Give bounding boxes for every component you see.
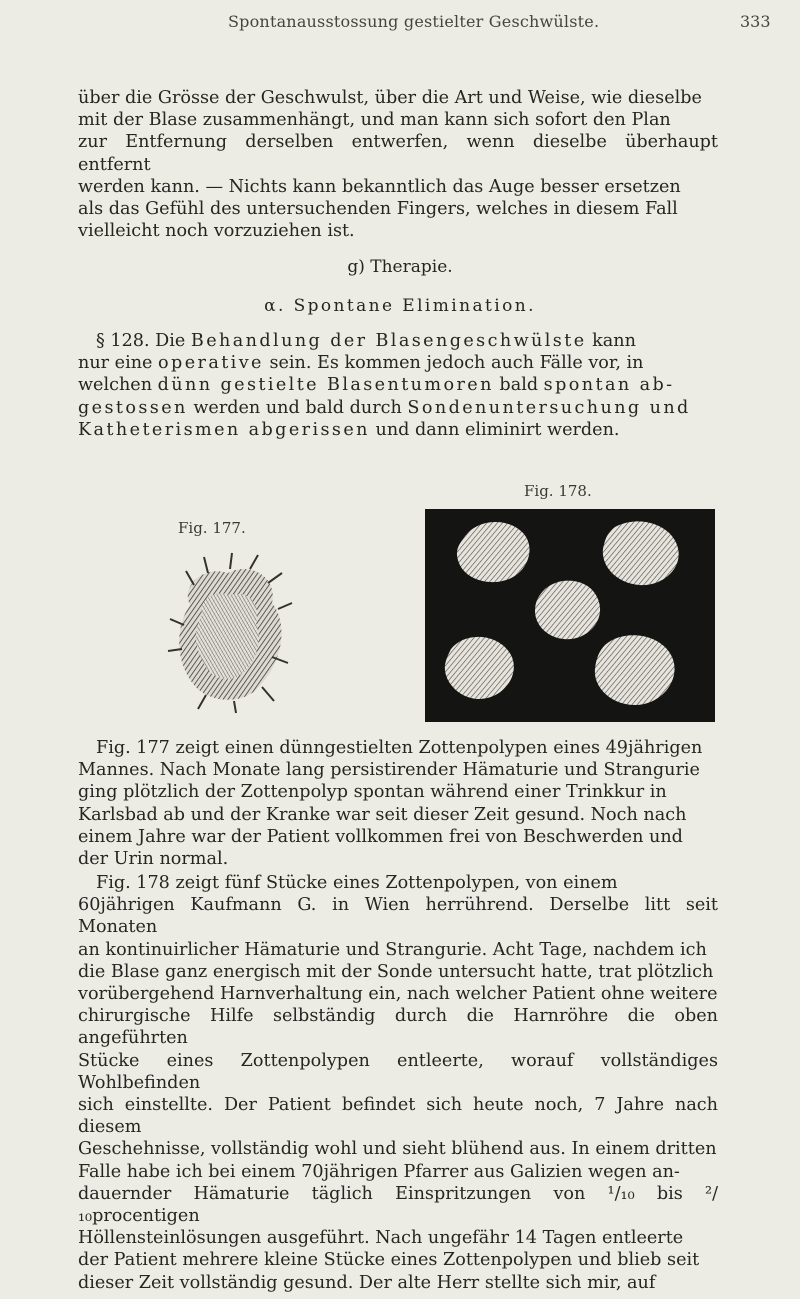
text-line: dieser Zeit vollständig gesund. Der alte Herr stellte sich mir, auf <box>78 1272 656 1293</box>
text-line: zur Entfernung derselben entwerfen, wenn dieselbe überhaupt entfernt <box>78 132 718 175</box>
text-line: an kontinuirlicher Hämaturie und Strangurie. Acht Tage, nachdem ich <box>78 939 707 960</box>
spaced-term: Katheterismen abgerissen <box>78 419 370 440</box>
spaced-term: spontan ab- <box>543 375 675 396</box>
paragraph-128: § 128. Die Behandlung der Blasengeschwülste kann nur eine operative sein. Es kommen jedoch auch Fälle vor, in welchen dünn gestielte Blasentumoren bald spontan ab- gestossen werden und bald durch Sondenuntersuchung und Katheterismen abgerissen und dann eliminirt werden. <box>78 331 691 440</box>
figure-177-label: Fig. 177. <box>178 519 246 537</box>
page-number: 333 <box>740 12 771 31</box>
text-line: Geschehnisse, vollständig wohl und sieht blühend aus. In einem dritten <box>78 1139 717 1160</box>
spaced-term: operative <box>158 353 264 374</box>
text-line: 60jährigen Kaufmann G. in Wien herrührend. Derselbe litt seit Monaten <box>78 895 718 938</box>
text-line: chirurgische Hilfe selbständig durch die Harnröhre die oben angeführten <box>78 1006 718 1049</box>
intro-paragraph <box>78 87 718 242</box>
paragraph-fig-177 <box>78 737 718 870</box>
text-line: dauernder Hämaturie täglich Einspritzungen von ¹/₁₀ bis ²/₁₀procentigen <box>78 1183 718 1227</box>
figure-178-image <box>425 509 715 722</box>
text-line: der Patient mehrere kleine Stücke eines Zottenpolypen und blieb seit <box>78 1250 700 1271</box>
subsection-heading: α. Spontane Elimination. <box>264 296 536 316</box>
text-line: Fig. 178 zeigt fünf Stücke eines Zottenpolypen, von einem <box>96 873 618 893</box>
paragraph-fig-178 <box>78 872 718 1294</box>
text-line: mit der Blase zusammenhängt, und man kann sich sofort den Plan <box>78 110 671 131</box>
running-head: Spontanausstossung gestielter Geschwülste. <box>228 12 600 31</box>
villous-polyp-illustration <box>150 545 310 715</box>
section-heading: g) Therapie. <box>347 257 453 277</box>
spaced-term: Sondenuntersuchung und <box>407 397 691 418</box>
text-line: vielleicht noch vorzuziehen ist. <box>78 221 355 242</box>
text-line: ging plötzlich der Zottenpolyp spontan während einer Trinkkur in <box>78 782 667 803</box>
text-line: einem Jahre war der Patient vollkommen frei von Beschwerden und <box>78 826 683 847</box>
text-line: Falle habe ich bei einem 70jährigen Pfarrer aus Galizien wegen an- <box>78 1161 680 1182</box>
polyp-piece <box>535 581 600 640</box>
text-line: der Urin normal. <box>78 849 229 870</box>
polyp-pieces-illustration <box>425 509 715 722</box>
text-line: vorübergehend Harnverhaltung ein, nach welcher Patient ohne weitere <box>78 984 718 1005</box>
figure-177-image <box>150 545 310 715</box>
polyp-mass <box>168 553 292 713</box>
text-line: sich einstellte. Der Patient befindet sich heute noch, 7 Jahre nach diesem <box>78 1095 718 1138</box>
text-line: Karlsbad ab und der Kranke war seit dieser Zeit gesund. Noch nach <box>78 804 687 825</box>
text-line: Stücke eines Zottenpolypen entleerte, worauf vollständiges Wohlbefinden <box>78 1050 718 1093</box>
text-line: Höllensteinlösungen ausgeführt. Nach ungefähr 14 Tagen entleerte <box>78 1228 684 1249</box>
spaced-term: gestossen <box>78 397 188 418</box>
text-line: über die Grösse der Geschwulst, über die Art und Weise, wie dieselbe <box>78 88 702 108</box>
text-line: Fig. 177 zeigt einen dünngestielten Zottenpolypen eines 49jährigen <box>96 738 703 758</box>
text-line: die Blase ganz energisch mit der Sonde untersucht hatte, trat plötzlich <box>78 961 714 982</box>
spaced-term: dünn gestielte Blasentumoren <box>157 375 494 396</box>
text-line: werden kann. — Nichts kann bekanntlich das Auge besser ersetzen <box>78 176 681 197</box>
spaced-term: Behandlung der Blasengeschwülste <box>190 331 587 351</box>
figure-178-label: Fig. 178. <box>524 482 592 500</box>
text-line: als das Gefühl des untersuchenden Fingers, welches in diesem Fall <box>78 199 678 220</box>
text-line: Mannes. Nach Monate lang persistirender Hämaturie und Strangurie <box>78 760 700 781</box>
